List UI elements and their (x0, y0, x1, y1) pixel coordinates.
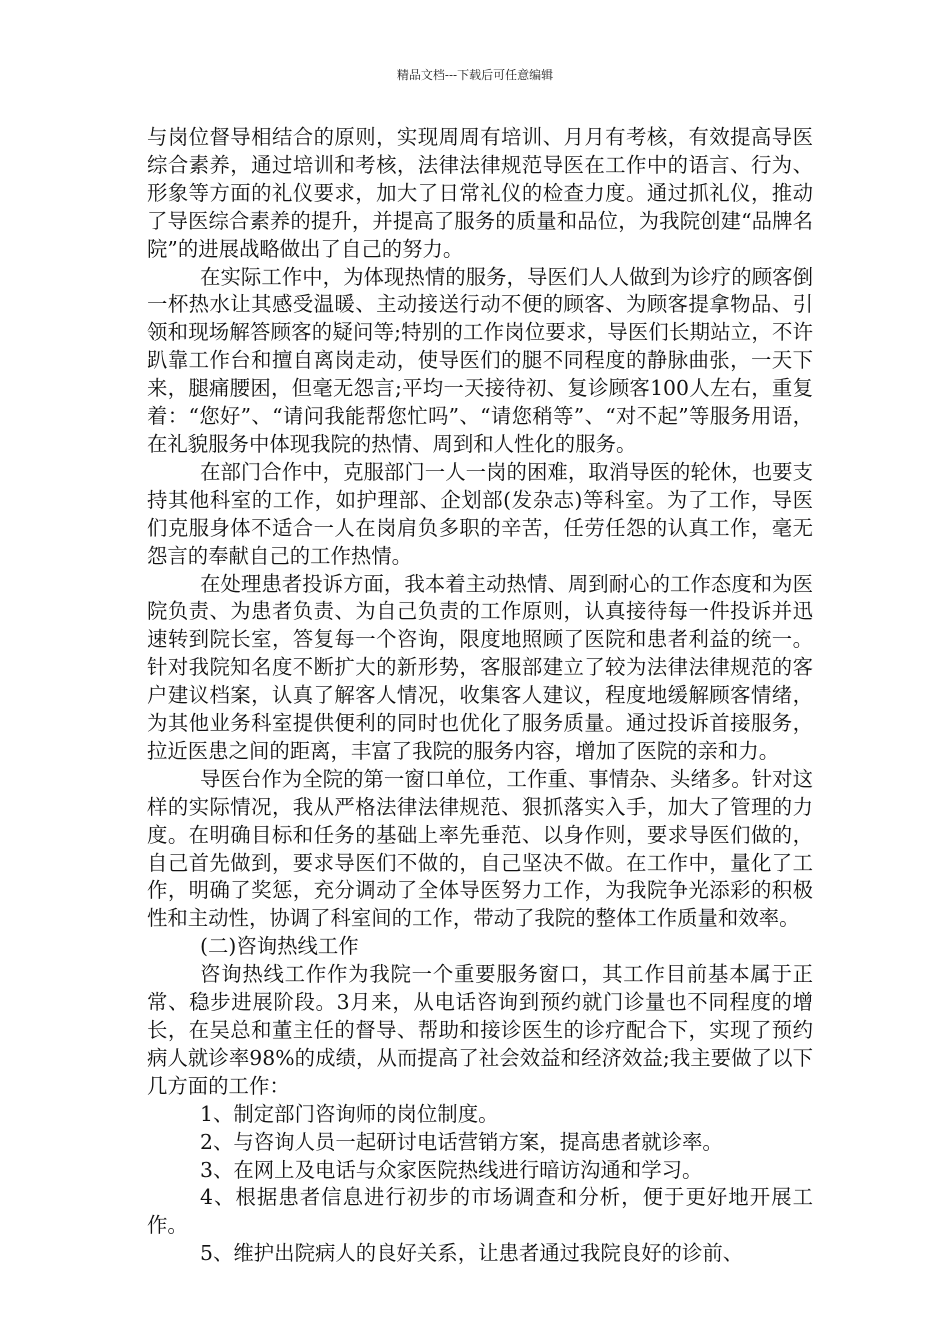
document-body (147, 124, 813, 1268)
paragraph: 咨询热线工作作为我院一个重要服务窗口，其工作目前基本属于正常、稳步进展阶段。3月来，从电话咨询到预约就门诊量也不同程度的增长，在吴总和董主任的督导、帮助和接诊医生的诊疗配合下，实现了预约病人就诊率98%的成绩，从而提高了社会效益和经济效益;我主要做了以下几方面的工作： (147, 962, 813, 1098)
list-item: 1、制定部门咨询师的岗位制度。 (200, 1101, 499, 1126)
list-item: 5、维护出院病人的良好关系，让患者通过我院良好的诊前、 (200, 1241, 744, 1266)
list-item: 2、与咨询人员一起研讨电话营销方案，提高患者就诊率。 (200, 1129, 723, 1154)
list-item: 4、根据患者信息进行初步的市场调查和分析，便于更好地开展工作。 (147, 1185, 813, 1238)
paragraph: 在实际工作中，为体现热情的服务，导医们人人做到为诊疗的顾客倒一杯热水让其感受温暖、主动接送行动不便的顾客、为顾客提拿物品、引领和现场解答顾客的疑问等;特别的工作岗位要求，导医们长期站立，不许趴靠工作台和擅自离岗走动，使导医们的腿不同程度的静脉曲张，一天下来，腿痛腰困，但毫无怨言;平均一天接待初、复诊顾客100人左右，重复着：“您好”、“请问我能帮您忙吗”、“请您稍等”、“对不起”等服务用语，在礼貌服务中体现我院的热情、周到和人性化的服务。 (147, 264, 813, 456)
paragraph: 与岗位督导相结合的原则，实现周周有培训、月月有考核，有效提高导医综合素养，通过培训和考核，法律法律规范导医在工作中的语言、行为、形象等方面的礼仪要求，加大了日常礼仪的检查力度。通过抓礼仪，推动了导医综合素养的提升，并提高了服务的质量和品位，为我院创建“品牌名院”的进展战略做出了自己的努力。 (147, 125, 813, 261)
page-header: 精品文档---下载后可任意编辑 (396, 68, 554, 82)
section-heading: (二)咨询热线工作 (200, 934, 359, 959)
list-item: 3、在网上及电话与众家医院热线进行暗访沟通和学习。 (200, 1157, 703, 1182)
paragraph: 在处理患者投诉方面，我本着主动热情、周到耐心的工作态度和为医院负责、为患者负责、为自己负责的工作原则，认真接待每一件投诉并迅速转到院长室，答复每一个咨询，限度地照顾了医院和患者利益的统一。针对我院知名度不断扩大的新形势，客服部建立了较为法律法律规范的客户建议档案，认真了解客人情况，收集客人建议，程度地缓解顾客情绪，为其他业务科室提供便利的同时也优化了服务质量。通过投诉首接服务，拉近医患之间的距离，丰富了我院的服务内容，增加了医院的亲和力。 (147, 571, 813, 763)
paragraph: 在部门合作中，克服部门一人一岗的困难，取消导医的轮休，也要支持其他科室的工作，如护理部、企划部(发杂志)等科室。为了工作，导医们克服身体不适合一人在岗肩负多职的辛苦，任劳任怨的认真工作，毫无怨言的奉献自己的工作热情。 (147, 459, 813, 568)
paragraph: 导医台作为全院的第一窗口单位，工作重、事情杂、头绪多。针对这样的实际情况，我从严格法律法律规范、狠抓落实入手，加大了管理的力度。在明确目标和任务的基础上率先垂范、以身作则，要求导医们做的，自己首先做到，要求导医们不做的，自己坚决不做。在工作中，量化了工作，明确了奖惩，充分调动了全体导医努力工作，为我院争光添彩的积极性和主动性，协调了科室间的工作，带动了我院的整体工作质量和效率。 (147, 766, 813, 931)
